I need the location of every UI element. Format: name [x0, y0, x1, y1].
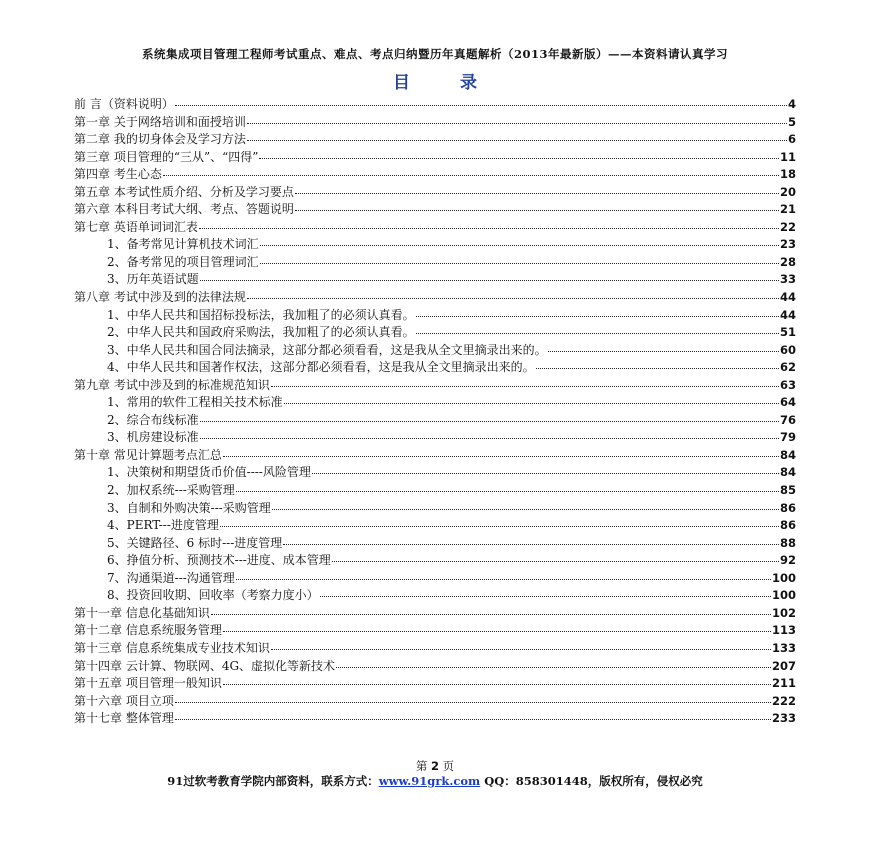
- toc-entry-title: 第五章 本考试性质介绍、分析及学习要点: [74, 184, 294, 199]
- toc-leader-dots: [247, 295, 779, 299]
- toc-entry-title: 前 言（资料说明）: [74, 97, 174, 111]
- toc-entry[interactable]: [74, 96, 796, 114]
- toc-leader-dots: [312, 470, 779, 474]
- toc-page-number: 76: [779, 412, 796, 427]
- toc-leader-dots: [199, 225, 779, 229]
- toc-page-number: 11: [779, 149, 796, 164]
- toc-page-number: 20: [779, 184, 796, 199]
- toc-page-number: 86: [779, 500, 796, 515]
- toc-subentry[interactable]: [74, 552, 796, 570]
- toc-entry-title: 第十五章 项目管理一般知识: [74, 676, 222, 691]
- toc-subentry[interactable]: [74, 535, 796, 553]
- toc-entry-title: 7、沟通渠道---沟通管理: [107, 570, 235, 585]
- toc-page-number: 62: [779, 360, 796, 375]
- toc-leader-dots: [272, 506, 779, 510]
- toc-entry[interactable]: [74, 710, 796, 728]
- toc-subentry[interactable]: [74, 324, 796, 342]
- toc-entry[interactable]: [74, 131, 796, 149]
- toc-leader-dots: [320, 593, 771, 597]
- toc-leader-dots: [247, 137, 787, 141]
- toc-page-number: 33: [779, 272, 796, 287]
- toc-page-number: 100: [771, 588, 796, 603]
- toc-entry-title: 第十一章 信息化基础知识: [74, 605, 210, 620]
- toc-leader-dots: [259, 155, 779, 159]
- toc-leader-dots: [223, 681, 771, 685]
- toc-subentry[interactable]: [74, 342, 796, 360]
- toc-leader-dots: [416, 313, 779, 317]
- toc-subentry[interactable]: [74, 236, 796, 254]
- toc-entry[interactable]: [74, 447, 796, 465]
- footer-text: 91过软考教育学院内部资料，联系方式：: [167, 774, 379, 788]
- toc-leader-dots: [200, 418, 779, 422]
- toc-entry[interactable]: [74, 289, 796, 307]
- toc-subentry[interactable]: [74, 271, 796, 289]
- toc-page-number: 18: [779, 167, 796, 182]
- toc-leader-dots: [260, 242, 779, 246]
- toc-page-number: 6: [787, 132, 796, 147]
- toc-subentry[interactable]: [74, 500, 796, 518]
- toc-entry-title: 1、常用的软件工程相关技术标准: [107, 395, 283, 410]
- toc-entry[interactable]: [74, 184, 796, 202]
- toc-entry-title: 1、决策树和期望货币价值----风险管理: [107, 465, 311, 480]
- toc-page-number: 85: [779, 483, 796, 498]
- toc-entry-title: 3、自制和外购决策---采购管理: [107, 500, 271, 515]
- page-suffix: 页: [442, 759, 455, 773]
- toc-page-number: 22: [779, 219, 796, 234]
- toc-entry[interactable]: [74, 114, 796, 132]
- toc-entry[interactable]: [74, 640, 796, 658]
- toc-entry-title: 第十章 常见计算题考点汇总: [74, 447, 222, 462]
- toc-entry-title: 2、综合布线标准: [107, 412, 199, 427]
- toc-page-number: 28: [779, 254, 796, 269]
- toc-leader-dots: [175, 716, 771, 720]
- toc-page-number: 84: [779, 447, 796, 462]
- toc-leader-dots: [260, 260, 779, 264]
- toc-title: 目 录: [393, 73, 499, 93]
- toc-page-number: 211: [771, 676, 796, 691]
- toc-page-number: 64: [779, 395, 796, 410]
- toc-entry-title: 第九章 考试中涉及到的标准规范知识: [74, 377, 270, 392]
- toc-leader-dots: [175, 102, 787, 106]
- toc-page-number: 51: [779, 325, 796, 340]
- toc-entry-title: 第八章 考试中涉及到的法律法规: [74, 290, 246, 305]
- toc-entry-title: 第十七章 整体管理: [74, 711, 174, 726]
- toc-page-number: 60: [779, 342, 796, 357]
- toc-leader-dots: [223, 628, 771, 632]
- toc-page-number: 44: [779, 290, 796, 305]
- toc-entry-title: 8、投资回收期、回收率（考察力度小）: [107, 588, 319, 603]
- toc-page-number: 4: [787, 97, 796, 111]
- toc-entry-title: 3、中华人民共和国合同法摘录，这部分都必须看看，这是我从全文里摘录出来的。: [107, 342, 547, 357]
- toc-entry-title: 2、加权系统---采购管理: [107, 483, 235, 498]
- toc-subentry[interactable]: [74, 307, 796, 325]
- toc-leader-dots: [332, 558, 779, 562]
- toc-page-number: 84: [779, 465, 796, 480]
- toc-leader-dots: [236, 576, 771, 580]
- toc-entry[interactable]: [74, 166, 796, 184]
- toc-entry-title: 第十三章 信息系统集成专业技术知识: [74, 640, 270, 655]
- page-footer: [0, 773, 870, 789]
- toc-entry[interactable]: [74, 201, 796, 219]
- toc-leader-dots: [220, 523, 779, 527]
- toc-leader-dots: [200, 435, 779, 439]
- toc-entry-title: 3、机房建设标准: [107, 430, 199, 445]
- toc-page-number: 44: [779, 307, 796, 322]
- toc-page-number: 21: [779, 202, 796, 217]
- toc-page-number: 100: [771, 570, 796, 585]
- toc-entry-title: 第一章 关于网络培训和面授培训: [74, 114, 246, 129]
- toc-leader-dots: [200, 277, 779, 281]
- footer-contact-text: QQ：858301448，版权所有，侵权必究: [480, 774, 703, 788]
- toc-page-number: 88: [779, 535, 796, 550]
- toc-subentry[interactable]: [74, 429, 796, 447]
- toc-subentry[interactable]: [74, 570, 796, 588]
- toc-entry-title: 第三章 项目管理的“三从”、“四得”: [74, 149, 259, 164]
- toc-leader-dots: [236, 488, 779, 492]
- toc-leader-dots: [416, 330, 779, 334]
- toc-entry-title: 5、关键路径、6 标时---进度管理: [107, 535, 283, 550]
- toc-leader-dots: [271, 383, 779, 387]
- toc-leader-dots: [536, 365, 779, 369]
- toc-subentry[interactable]: [74, 359, 796, 377]
- footer-website-link[interactable]: www.91grk.com: [378, 774, 481, 788]
- toc-page-number: 5: [787, 114, 796, 129]
- toc-page-number: 133: [771, 640, 796, 655]
- toc-entry-title: 4、PERT---进度管理: [107, 518, 219, 533]
- toc-page-number: 113: [771, 623, 796, 638]
- toc-leader-dots: [283, 541, 779, 545]
- toc-entry-title: 2、备考常见的项目管理词汇: [107, 254, 259, 269]
- toc-entry-title: 第十六章 项目立项: [74, 693, 174, 708]
- toc-entry-title: 第四章 考生心态: [74, 167, 162, 182]
- toc-entry[interactable]: [74, 149, 796, 167]
- toc-subentry[interactable]: [74, 587, 796, 605]
- toc-leader-dots: [295, 190, 779, 194]
- toc-subentry[interactable]: [74, 412, 796, 430]
- toc-page-number: 79: [779, 430, 796, 445]
- toc-entry[interactable]: [74, 377, 796, 395]
- toc-subentry[interactable]: [74, 482, 796, 500]
- toc-leader-dots: [336, 664, 771, 668]
- toc-entry-title: 1、备考常见计算机技术词汇: [107, 237, 259, 252]
- toc-page-number: 86: [779, 518, 796, 533]
- toc-leader-dots: [247, 120, 787, 124]
- toc-leader-dots: [211, 611, 771, 615]
- toc-entry-title: 6、挣值分析、预测技术---进度、成本管理: [107, 553, 331, 568]
- toc-entry-title: 第七章 英语单词词汇表: [74, 219, 198, 234]
- toc-page-number: 63: [779, 377, 796, 392]
- page-number-line: [0, 758, 870, 774]
- toc-subentry[interactable]: [74, 517, 796, 535]
- toc-page-number: 23: [779, 237, 796, 252]
- toc-entry[interactable]: [74, 658, 796, 676]
- toc-leader-dots: [175, 699, 771, 703]
- toc-leader-dots: [163, 172, 779, 176]
- toc-page-number: 102: [771, 605, 796, 620]
- toc-entry[interactable]: [74, 622, 796, 640]
- toc-entry-title: 2、中华人民共和国政府采购法，我加粗了的必须认真看。: [107, 325, 415, 340]
- toc-leader-dots: [295, 207, 779, 211]
- toc-subentry[interactable]: [74, 464, 796, 482]
- toc-page-number: 222: [771, 693, 796, 708]
- toc-entry-title: 第六章 本科目考试大纲、考点、答题说明: [74, 202, 294, 217]
- toc-page-number: 207: [771, 658, 796, 673]
- toc-subentry[interactable]: [74, 394, 796, 412]
- toc-leader-dots: [271, 646, 771, 650]
- toc-entry-title: 第二章 我的切身体会及学习方法: [74, 132, 246, 147]
- toc-leader-dots: [223, 453, 779, 457]
- toc-entry[interactable]: [74, 693, 796, 711]
- toc-leader-dots: [284, 400, 779, 404]
- toc-entry-title: 第十四章 云计算、物联网、4G、虚拟化等新技术: [74, 658, 336, 673]
- page-number: 2: [430, 759, 439, 773]
- table-of-contents: [74, 96, 796, 728]
- toc-entry-title: 4、中华人民共和国著作权法，这部分都必须看看，这是我从全文里摘录出来的。: [107, 360, 535, 375]
- toc-entry-title: 1、中华人民共和国招标投标法，我加粗了的必须认真看。: [107, 307, 415, 322]
- toc-entry[interactable]: [74, 675, 796, 693]
- page-header: 系统集成项目管理工程师考试重点、难点、考点归纳暨历年真题解析（2013年最新版）——本资料请认真学习: [141, 47, 728, 61]
- toc-leader-dots: [548, 348, 779, 352]
- toc-entry[interactable]: [74, 605, 796, 623]
- page-prefix: 第: [415, 759, 428, 773]
- toc-page-number: 92: [779, 553, 796, 568]
- toc-page-number: 233: [771, 711, 796, 726]
- toc-entry[interactable]: [74, 219, 796, 237]
- toc-entry-title: 第十二章 信息系统服务管理: [74, 623, 222, 638]
- toc-entry-title: 3、历年英语试题: [107, 272, 199, 287]
- toc-subentry[interactable]: [74, 254, 796, 272]
